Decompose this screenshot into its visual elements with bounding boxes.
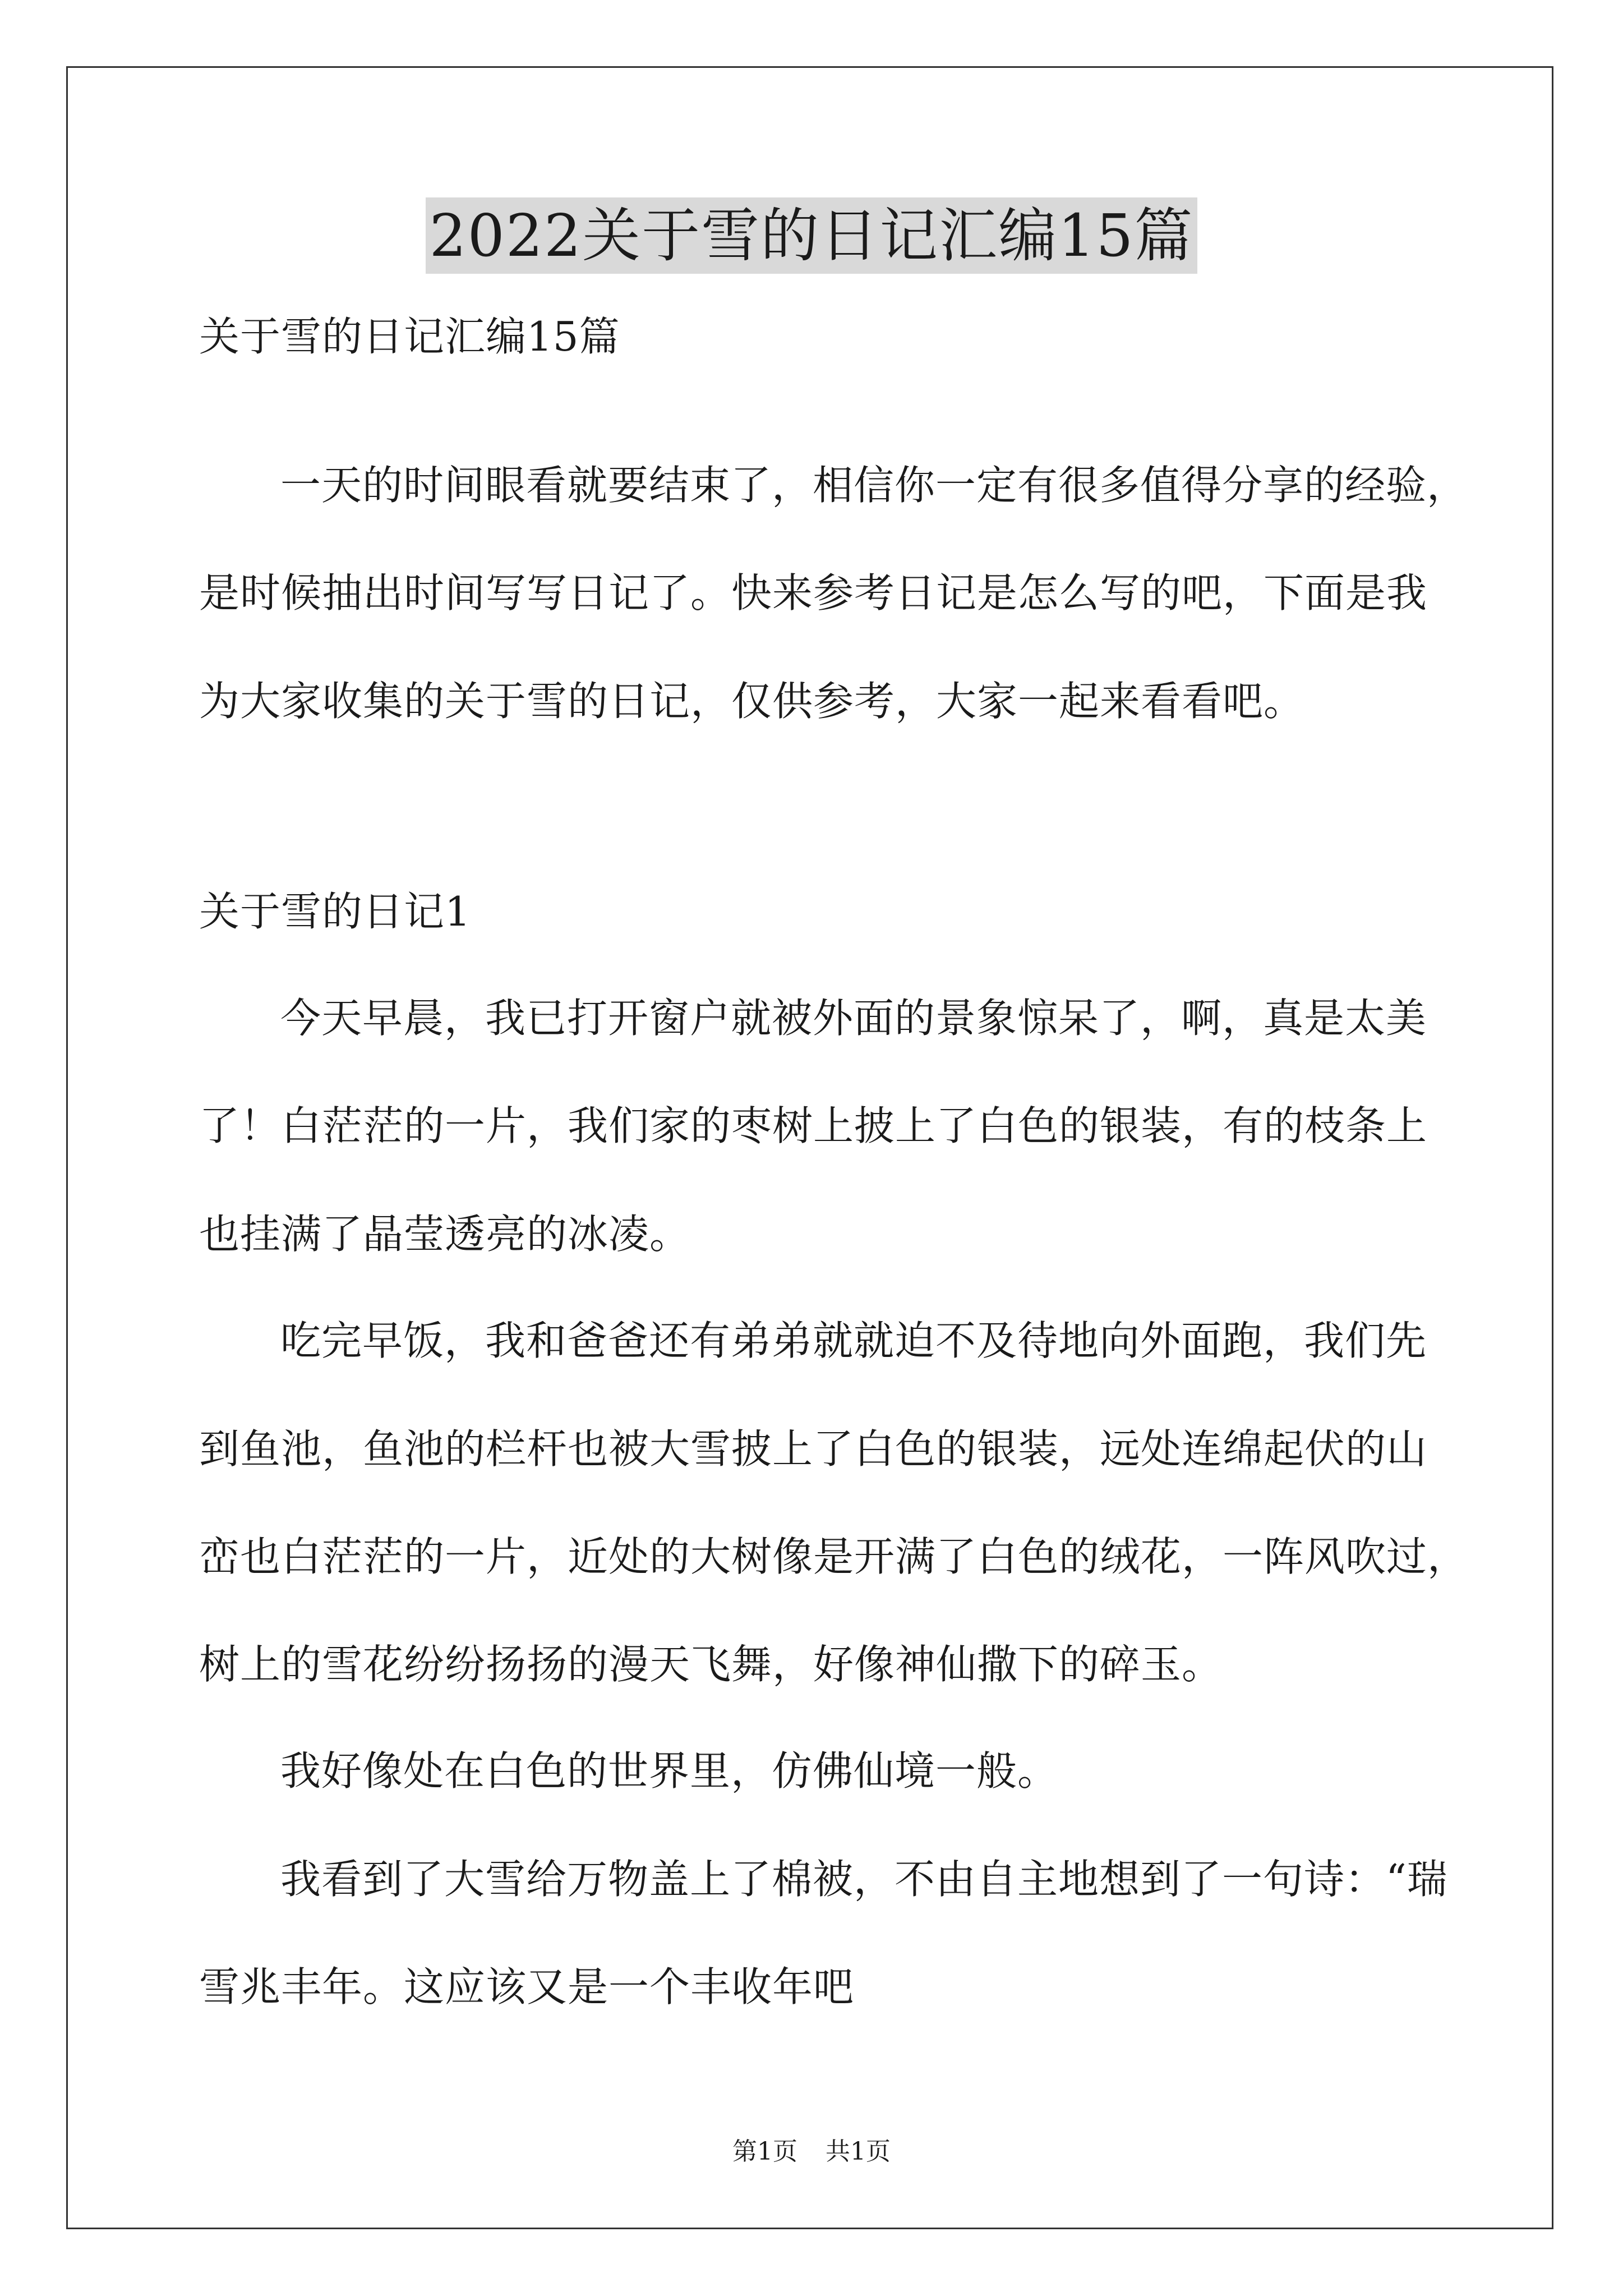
body-line: 我好像处在白色的世界里，仿佛仙境一般。	[280, 1747, 1059, 1795]
title-container	[0, 197, 1623, 274]
body-line: 今天早晨，我已打开窗户就被外面的景象惊呆了，啊，真是太美	[280, 995, 1427, 1042]
page-number: 第1页	[732, 2137, 797, 2166]
body-line: 到鱼池，鱼池的栏杆也被大雪披上了白色的银装，远处连绵起伏的山	[199, 1425, 1428, 1473]
body-line: 我看到了大雪给万物盖上了棉被，不由自主地想到了一句诗：“瑞	[280, 1856, 1448, 1903]
body-line: 吃完早饭，我和爸爸还有弟弟就就迫不及待地向外面跑，我们先	[280, 1317, 1427, 1364]
body-line: 也挂满了晶莹透亮的冰凌。	[199, 1211, 691, 1258]
body-line: 雪兆丰年。这应该又是一个丰收年吧	[199, 1963, 855, 2010]
section-heading: 关于雪的日记1	[199, 888, 471, 935]
document-title: 2022关于雪的日记汇编15篇	[426, 197, 1197, 274]
intro-line: 是时候抽出时间写写日记了。快来参考日记是怎么写的吧，下面是我	[199, 569, 1428, 616]
body-line: 了！白茫茫的一片，我们家的枣树上披上了白色的银装，有的枝条上	[199, 1102, 1428, 1149]
page-footer	[0, 2136, 1623, 2168]
body-line: 峦也白茫茫的一片，近处的大树像是开满了白色的绒花，一阵风吹过，	[199, 1533, 1469, 1580]
intro-line: 一天的时间眼看就要结束了，相信你一定有很多值得分享的经验，	[280, 462, 1468, 509]
body-line: 树上的雪花纷纷扬扬的漫天飞舞，好像神仙撒下的碎玉。	[199, 1641, 1223, 1688]
intro-line: 为大家收集的关于雪的日记，仅供参考，大家一起来看看吧。	[199, 678, 1305, 725]
subtitle: 关于雪的日记汇编15篇	[199, 313, 620, 360]
page-total: 共1页	[826, 2137, 891, 2166]
